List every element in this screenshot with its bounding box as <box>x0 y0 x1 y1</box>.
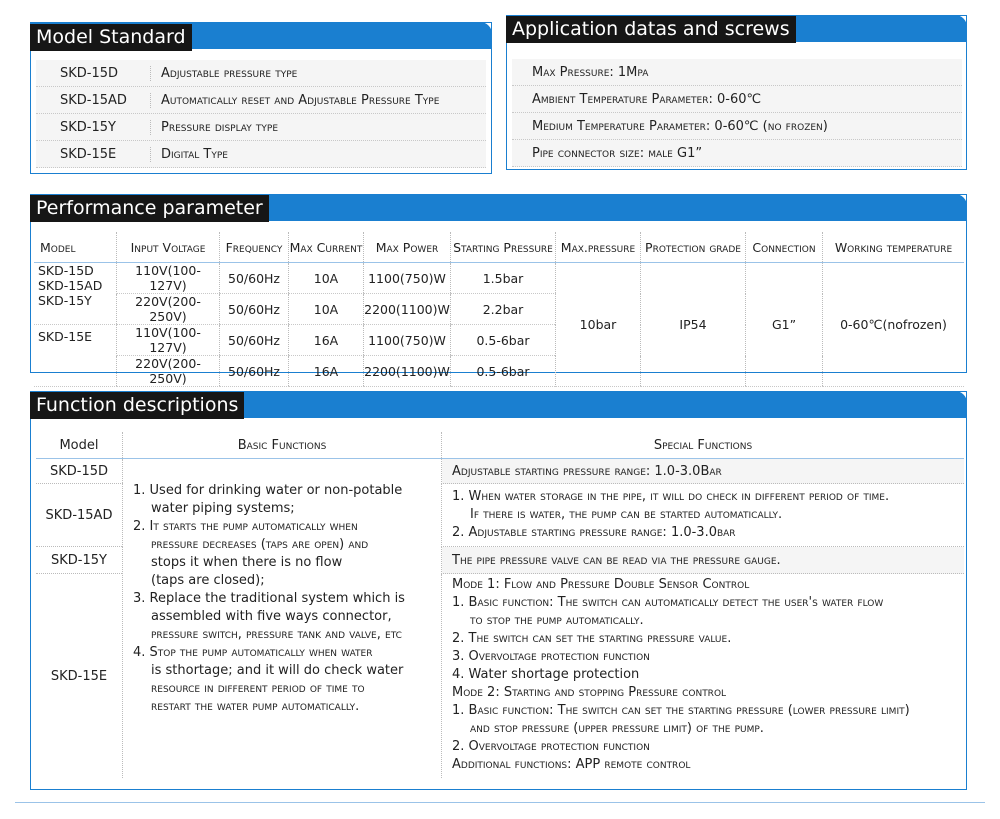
power-cell: 2200(1100)W <box>364 356 451 387</box>
model-code: SKD-15Y <box>36 120 151 135</box>
model-label: SKD-15Y <box>38 293 92 308</box>
basic-line: 1. Used for drinking water or non-potable <box>133 482 403 498</box>
basic-line: 3. Replace the traditional system which is <box>133 590 405 606</box>
current-cell: 16A <box>289 325 364 356</box>
voltage-cell: 110V(100-127V) <box>117 325 220 356</box>
special-15e-cell <box>442 574 965 779</box>
power-cell: 1100(750)W <box>364 325 451 356</box>
power-cell: 2200(1100)W <box>364 294 451 325</box>
model-standard-title: Model Standard <box>30 24 192 51</box>
special-line: 3. Overvoltage protection function <box>452 649 650 664</box>
list-item: Pipe connector size: male G1” <box>512 140 962 167</box>
model-description: Automatically reset and Adjustable Pressure Type <box>161 92 440 108</box>
start-pressure-cell: 1.5bar <box>451 263 556 294</box>
list-item <box>36 60 486 87</box>
model-code: SKD-15D <box>36 66 151 81</box>
basic-line: pressure switch, pressure tank and valve, etc <box>151 626 402 642</box>
table-row <box>36 459 964 484</box>
table-header-row <box>36 432 964 459</box>
model-description: Digital Type <box>161 146 228 162</box>
voltage-cell: 110V(100-127V) <box>117 263 220 294</box>
basic-line: pressure decreases (taps are open) and <box>151 536 369 552</box>
table-header-row <box>34 232 964 263</box>
start-pressure-cell: 0.5-6bar <box>451 356 556 387</box>
bottom-divider <box>15 802 985 803</box>
protection-cell: IP54 <box>641 263 746 387</box>
model-label: SKD-15AD <box>38 278 103 293</box>
list-item: Max Pressure: 1Mpa <box>512 59 962 86</box>
frequency-cell: 50/60Hz <box>220 294 289 325</box>
special-line: If there is water, the pump can be started automatically. <box>470 507 783 522</box>
basic-line: restart the water pump automatically. <box>151 698 360 714</box>
special-line: 2. Adjustable starting pressure range: 1.0-3.0bar <box>452 525 736 540</box>
model-cell: SKD-15E <box>50 668 108 684</box>
col-header: Special Functions <box>442 432 965 459</box>
working-temp-cell: 0-60℃(nofrozen) <box>823 263 965 387</box>
model-code: SKD-15AD <box>36 93 151 108</box>
voltage-cell: 220V(200-250V) <box>117 356 220 387</box>
frequency-cell: 50/60Hz <box>220 356 289 387</box>
power-cell: 1100(750)W <box>364 263 451 294</box>
model-label: SKD-15D <box>38 263 94 278</box>
performance-table <box>34 232 964 387</box>
basic-line: assembled with five ways connector, <box>151 608 392 624</box>
col-header: Max Current <box>289 232 364 263</box>
list-item: Medium Temperature Parameter: 0-60℃ (no frozen) <box>512 113 962 140</box>
special-line: 4. Water shortage protection <box>452 667 640 682</box>
voltage-cell: 220V(200-250V) <box>117 294 220 325</box>
col-header: Max.pressure <box>556 232 641 263</box>
model-description: Pressure display type <box>161 119 279 135</box>
col-header: Model <box>36 432 123 459</box>
col-header: Max Power <box>364 232 451 263</box>
basic-line: water piping systems; <box>151 500 295 516</box>
col-header: Protection grade <box>641 232 746 263</box>
start-pressure-cell: 2.2bar <box>451 294 556 325</box>
functions-title: Function descriptions <box>30 392 244 419</box>
special-line: 2. Overvoltage protection function <box>452 739 650 754</box>
model-label: SKD-15E <box>34 325 117 387</box>
special-line: Mode 2: Starting and stopping Pressure control <box>452 685 727 700</box>
current-cell: 10A <box>289 294 364 325</box>
special-line: to stop the pump automatically. <box>470 613 644 628</box>
list-item: Ambient Temperature Parameter: 0-60℃ <box>512 86 962 113</box>
performance-title: Performance parameter <box>30 195 269 222</box>
current-cell: 10A <box>289 263 364 294</box>
special-line: Additional functions: APP remote control <box>452 757 691 772</box>
frequency-cell: 50/60Hz <box>220 263 289 294</box>
functions-table <box>36 432 964 778</box>
special-line: Mode 1: Flow and Pressure Double Sensor Control <box>452 577 750 592</box>
col-header: Working temperature <box>823 232 965 263</box>
basic-functions-cell <box>123 459 442 779</box>
application-list <box>512 59 962 167</box>
model-cell: SKD-15AD <box>36 484 123 547</box>
list-item <box>36 114 486 141</box>
basic-line: (taps are closed); <box>151 572 265 588</box>
start-pressure-cell: 0.5-6bar <box>451 325 556 356</box>
col-header: Connection <box>746 232 823 263</box>
col-header: Model <box>34 232 117 263</box>
special-15y-cell: The pipe pressure valve can be read via the pressure gauge. <box>442 547 965 574</box>
frequency-cell: 50/60Hz <box>220 325 289 356</box>
basic-line: resource in different period of time to <box>151 680 365 696</box>
special-line: and stop pressure (upper pressure limit) of the pump. <box>470 721 764 736</box>
list-item <box>36 87 486 114</box>
special-15ad-cell <box>442 484 965 547</box>
table-row <box>34 263 964 294</box>
special-line: 2. The switch can set the starting pressure value. <box>452 631 732 646</box>
special-15d-cell: Adjustable starting pressure range: 1.0-3.0Bar <box>442 459 965 484</box>
basic-line: 4. Stop the pump automatically when water <box>133 644 373 660</box>
model-cell <box>34 263 117 325</box>
model-cell: SKD-15D <box>36 459 123 484</box>
col-header: Frequency <box>220 232 289 263</box>
connection-cell: G1” <box>746 263 823 387</box>
basic-line: 2. It starts the pump automatically when <box>133 518 358 534</box>
special-line: 1. Basic function: The switch can automatically detect the user's water flow <box>452 595 884 610</box>
max-pressure-cell: 10bar <box>556 263 641 387</box>
list-item <box>36 141 486 168</box>
col-header: Basic Functions <box>123 432 442 459</box>
model-standard-list <box>36 60 486 168</box>
model-code: SKD-15E <box>36 147 151 162</box>
col-header: Starting Pressure <box>451 232 556 263</box>
application-title: Application datas and screws <box>506 16 796 43</box>
col-header: Input Voltage <box>117 232 220 263</box>
special-line: 1. Basic function: The switch can set the starting pressure (lower pressure limit) <box>452 703 910 718</box>
basic-line: stops it when there is no flow <box>151 554 343 570</box>
current-cell: 16A <box>289 356 364 387</box>
model-cell: SKD-15Y <box>36 547 123 574</box>
model-description: Adjustable pressure type <box>161 65 298 81</box>
basic-line: is sthortage; and it will do check water <box>151 662 404 678</box>
special-line: 1. When water storage in the pipe, it will do check in different period of time. <box>452 489 890 504</box>
